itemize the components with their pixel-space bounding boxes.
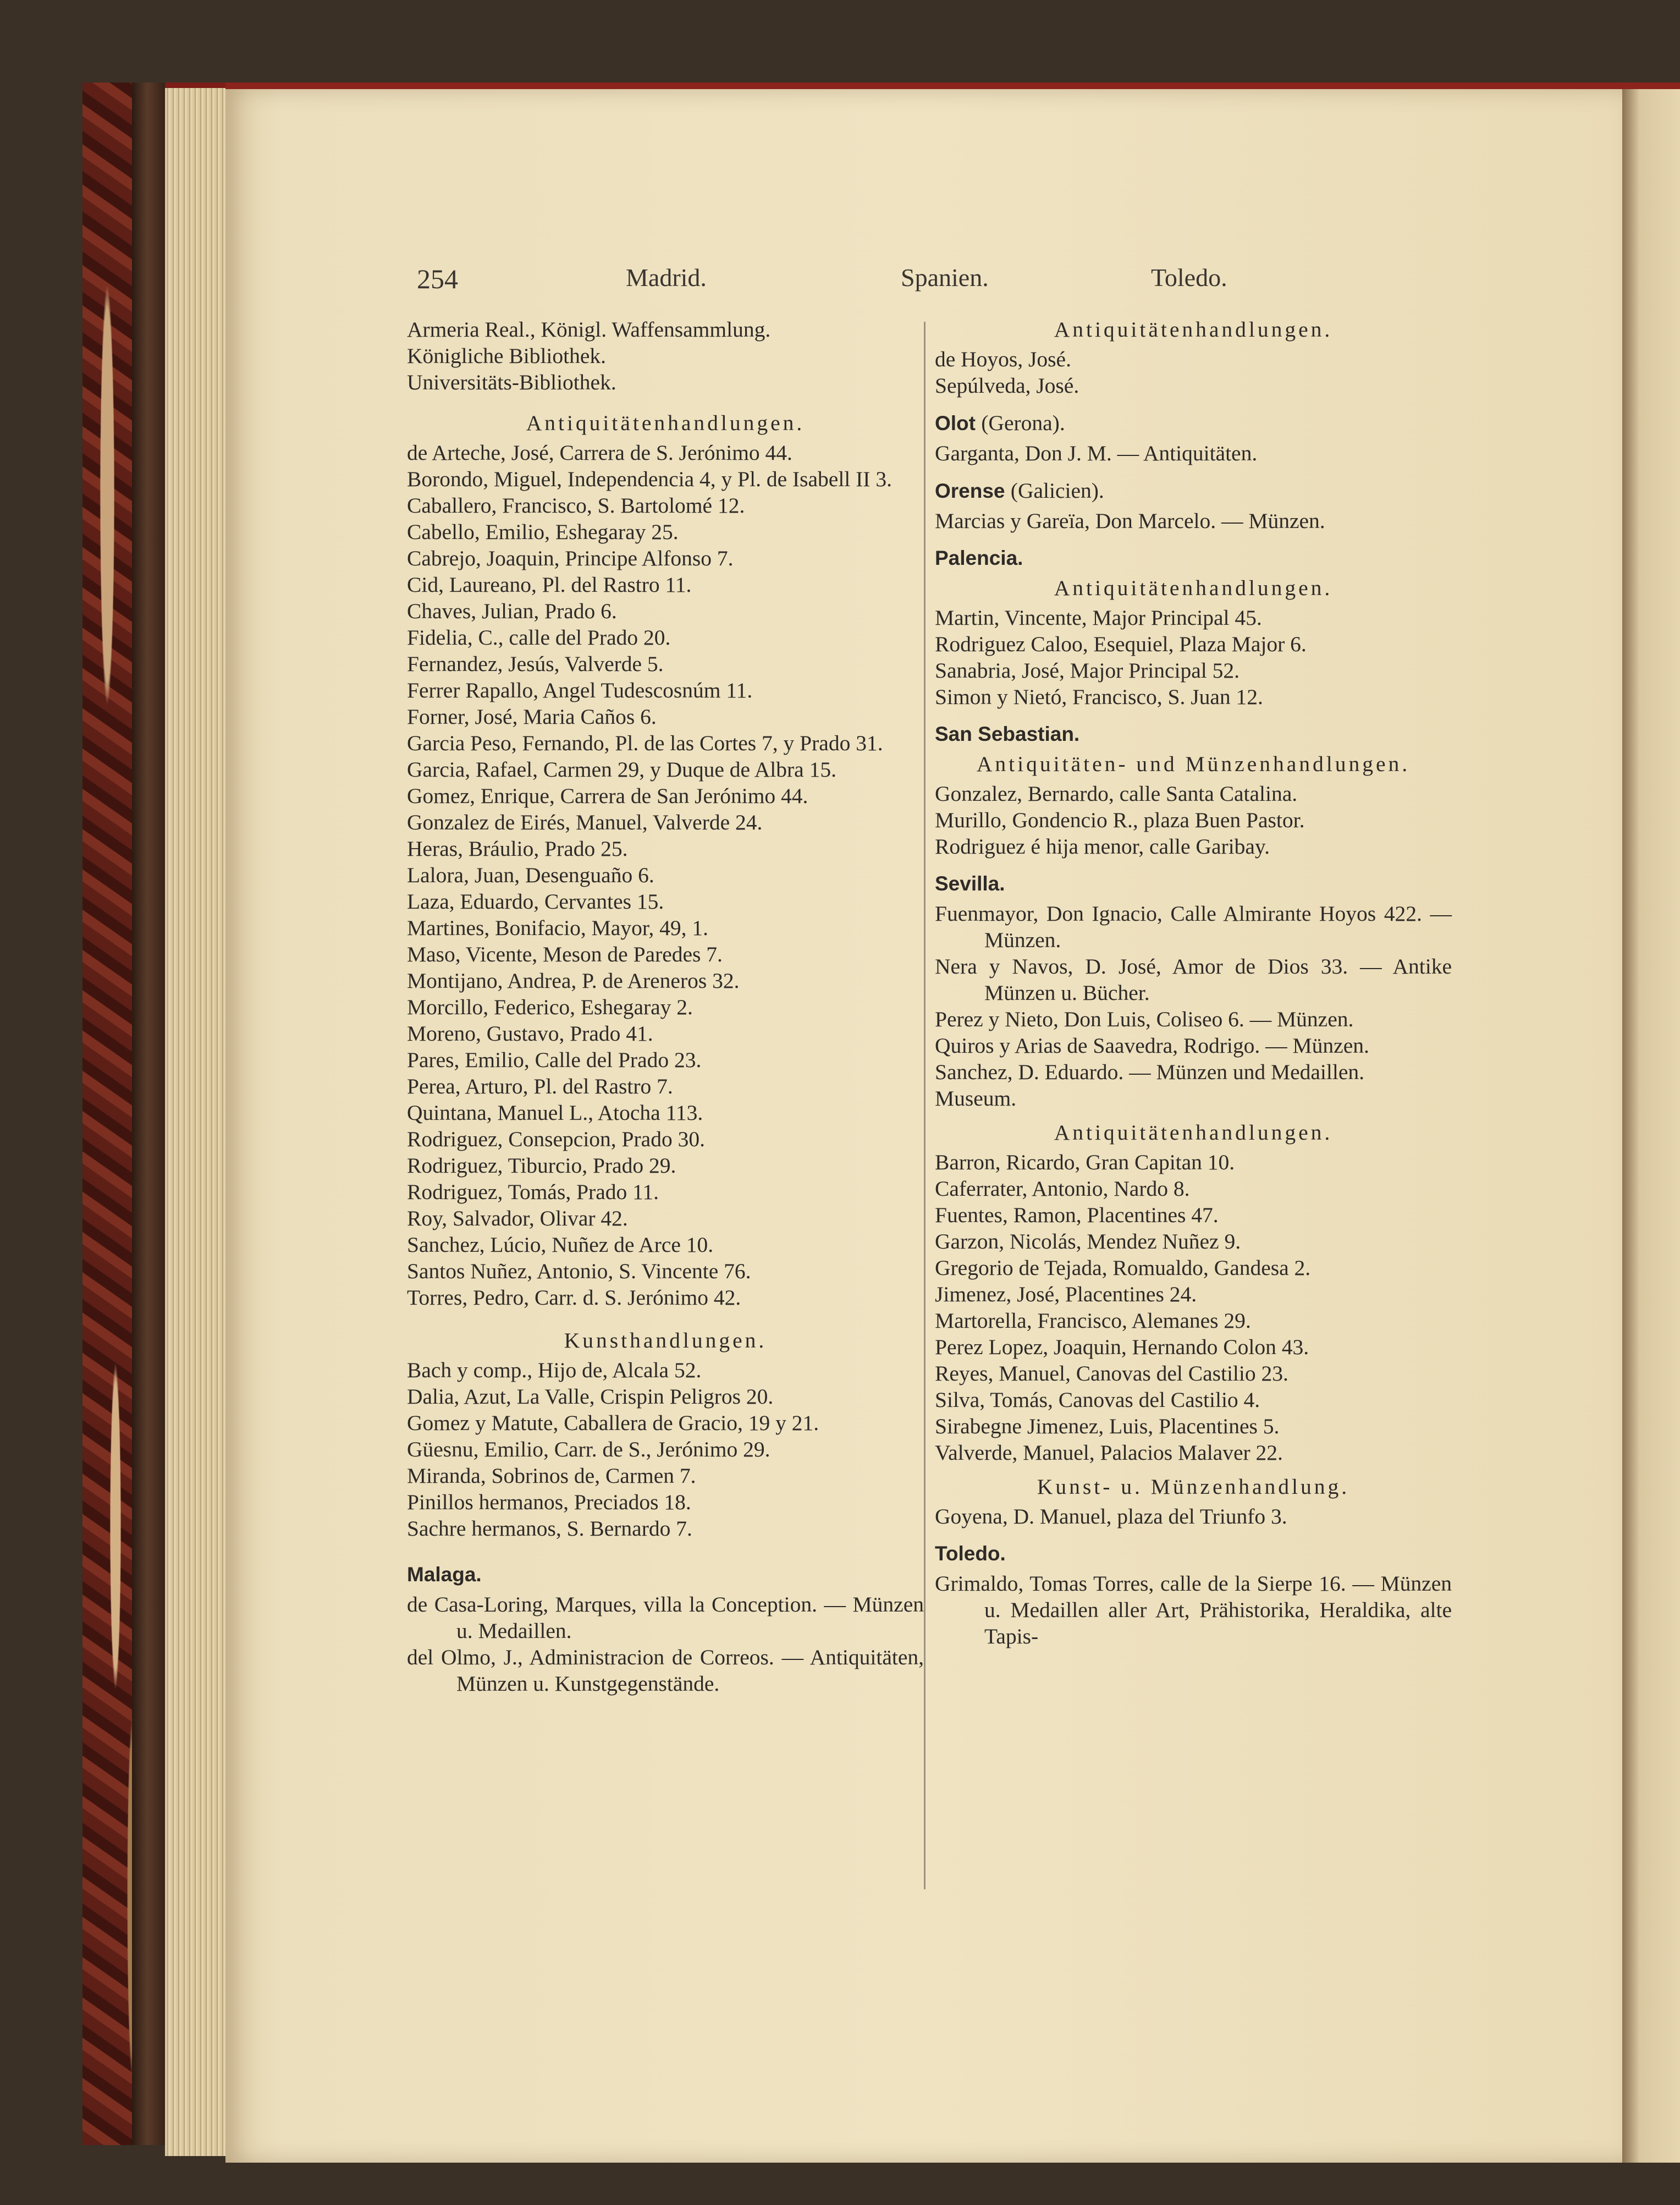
list-item: Rodriguez, Tiburcio, Prado 29. [407,1153,676,1178]
city-name: Orense [935,480,1005,502]
list-item: Perea, Arturo, Pl. del Rastro 7. [407,1074,673,1098]
city-heading-sevilla: Sevilla. [935,872,1005,895]
list-item: Martin, Vincente, Major Principal 45. [935,606,1262,630]
list-item: Fernandez, Jesús, Valverde 5. [407,652,664,676]
list-item: Lalora, Juan, Desenguaño 6. [407,863,654,887]
list-item: Reyes, Manuel, Canovas del Castilio 23. [935,1361,1288,1385]
intro-list [407,316,924,395]
list-item: Grimaldo, Tomas Torres, calle de la Sierpe 16. — Münzen u. Medaillen aller Art, Prähistorika, Heraldika, alte Tapis- [935,1571,1452,1648]
list-item: Perez y Nieto, Don Luis, Coliseo 6. — Münzen. [935,1007,1354,1031]
list-item: Barron, Ricardo, Gran Capitan 10. [935,1150,1235,1174]
list-item: de Hoyos, José. [935,347,1071,371]
list-item: Garcia, Rafael, Carmen 29, y Duque de Albra 15. [407,757,836,782]
list-item: Bach y comp., Hijo de, Alcala 52. [407,1358,702,1382]
list-item: Garcia Peso, Fernando, Pl. de las Cortes 7, y Prado 31. [407,731,883,755]
list-item: Sanchez, Lúcio, Nuñez de Arce 10. [407,1233,714,1257]
city-region: (Gerona). [981,411,1065,435]
list-item: Marcias y Gareïa, Don Marcelo. — Münzen. [935,509,1325,533]
list-item: Moreno, Gustavo, Prado 41. [407,1021,653,1046]
list-item: Gomez y Matute, Caballera de Gracio, 19 y 21. [407,1411,819,1435]
list-item: Dalia, Azut, La Valle, Crispin Peligros 20. [407,1384,774,1409]
list-item: Gonzalez de Eirés, Manuel, Valverde 24. [407,810,763,834]
list-item: Borondo, Miguel, Independencia 4, y Pl. de Isabell II 3. [407,467,892,491]
header-right: Toledo. [1151,263,1227,292]
list-item: Morcillo, Federico, Eshegaray 2. [407,995,693,1019]
list-item: Caballero, Francisco, S. Bartolomé 12. [407,493,745,518]
list-item: Jimenez, José, Placentines 24. [935,1282,1197,1306]
list-item: Maso, Vicente, Meson de Paredes 7. [407,942,723,966]
list-item: Gomez, Enrique, Carrera de San Jerónimo 44. [407,784,808,808]
list-item: Sanchez, D. Eduardo. — Münzen und Medaillen. [935,1060,1365,1084]
list-item: Heras, Bráulio, Prado 25. [407,837,628,861]
list-item: Valverde, Manuel, Palacios Malaver 22. [935,1440,1283,1465]
city-heading-olot [935,410,1452,437]
list-item: Fuenmayor, Don Ignacio, Calle Almirante Hoyos 422. — Münzen. [935,901,1452,952]
facing-page-edge [1622,83,1680,2163]
list-item: Laza, Eduardo, Cervantes 15. [407,889,664,914]
malaga-list [407,1591,924,1697]
list-item: Fidelia, C., calle del Prado 20. [407,625,671,650]
header-left: Madrid. [626,263,707,292]
list-item: Ferrer Rapallo, Angel Tudescosnúm 11. [407,678,753,702]
list-item: Caferrater, Antonio, Nardo 8. [935,1176,1190,1201]
list-item: Rodriguez é hija menor, calle Garibay. [935,834,1270,859]
list-item: Pares, Emilio, Calle del Prado 23. [407,1048,702,1072]
list-item: Rodriguez Caloo, Esequiel, Plaza Major 6. [935,632,1307,656]
list-item: Martorella, Francisco, Alemanes 29. [935,1308,1251,1333]
section-heading: Antiquitätenhandlungen. [1054,576,1333,600]
list-item: Garganta, Don J. M. — Antiquitäten. [935,441,1258,465]
list-item: Pinillos hermanos, Preciados 18. [407,1490,691,1514]
header-center: Spanien. [901,263,989,292]
section-heading: Antiquitätenhandlungen. [526,411,805,435]
city-heading-toledo: Toledo. [935,1542,1006,1565]
list-item: Sepúlveda, José. [935,373,1079,398]
list-item: Königliche Bibliothek. [407,344,607,368]
section-heading: Kunst- u. Münzenhandlung. [1037,1475,1350,1499]
list-item: Montijano, Andrea, P. de Areneros 32. [407,969,740,993]
list-item: Nera y Navos, D. José, Amor de Dios 33. — Antike Münzen u. Bücher. [935,954,1452,1005]
antiquitaeten-list [407,439,924,1311]
list-item: de Casa-Loring, Marques, villa la Conception. — Münzen u. Medaillen. [407,1592,924,1643]
list-item: Sirabegne Jimenez, Luis, Placentines 5. [935,1414,1280,1438]
list-item: Gonzalez, Bernardo, calle Santa Catalina. [935,782,1298,806]
list-item: Garzon, Nicolás, Mendez Nuñez 9. [935,1229,1241,1253]
list-item: Gregorio de Tejada, Romualdo, Gandesa 2. [935,1256,1311,1280]
san-sebastian-list [935,780,1452,860]
list-item: Murillo, Gondencio R., plaza Buen Pastor. [935,808,1305,832]
list-item: Sachre hermanos, S. Bernardo 7. [407,1516,692,1541]
list-item: Rodriguez, Consepcion, Prado 30. [407,1127,705,1151]
list-item: Santos Nuñez, Antonio, S. Vincente 76. [407,1259,751,1283]
page-number: 254 [417,263,458,294]
list-item: Quiros y Arias de Saavedra, Rodrigo. — Münzen. [935,1033,1369,1058]
list-item: Rodriguez, Tomás, Prado 11. [407,1180,659,1204]
list-item: Cid, Laureano, Pl. del Rastro 11. [407,573,692,597]
city-heading-orense [935,477,1452,504]
list-item: Silva, Tomás, Canovas del Castilio 4. [935,1388,1260,1412]
list-item: de Arteche, José, Carrera de S. Jerónimo 44. [407,441,792,465]
section-heading: Antiquitätenhandlungen. [1054,317,1333,342]
list-item: Sanabria, José, Major Principal 52. [935,658,1240,683]
sevilla-list [935,900,1452,1112]
list-item: Armeria Real., Königl. Waffensammlung. [407,317,771,342]
list-item: Universitäts-Bibliothek. [407,370,616,394]
kunst-list [407,1357,924,1542]
city-region: (Galicien). [1010,479,1104,503]
list-item: Simon y Nietó, Francisco, S. Juan 12. [935,685,1263,709]
list-item: Museum. [935,1086,1017,1110]
list-item: Cabrejo, Joaquin, Principe Alfonso 7. [407,546,734,570]
list-item: Cabello, Emilio, Eshegaray 25. [407,520,679,544]
list-item: Fuentes, Ramon, Placentines 47. [935,1203,1219,1227]
list-item: Güesnu, Emilio, Carr. de S., Jerónimo 29. [407,1437,770,1461]
city-name: Olot [935,412,976,435]
city-heading-malaga: Malaga. [407,1563,482,1586]
list-item: Perez Lopez, Joaquin, Hernando Colon 43. [935,1335,1309,1359]
left-column [407,316,924,1697]
list-item: Chaves, Julian, Prado 6. [407,599,617,623]
list-item: Roy, Salvador, Olivar 42. [407,1206,628,1230]
section-heading: Antiquitätenhandlungen. [1054,1120,1333,1145]
list-item: Quintana, Manuel L., Atocha 113. [407,1101,703,1125]
list-item: Torres, Pedro, Carr. d. S. Jerónimo 42. [407,1285,741,1310]
right-column [935,316,1452,1649]
city-heading-san-sebastian: San Sebastian. [935,723,1080,745]
city-heading-palencia: Palencia. [935,547,1023,569]
list-item: Miranda, Sobrinos de, Carmen 7. [407,1464,696,1488]
palencia-list [935,604,1452,710]
section-heading: Antiquitäten- und Münzenhandlungen. [976,752,1411,776]
antiquitaeten-list [935,346,1452,399]
list-item: del Olmo, J., Administracion de Correos. — Antiquitäten, Münzen u. Kunstgegenstände. [407,1645,924,1696]
list-item: Forner, José, Maria Caños 6. [407,705,657,729]
running-header [417,263,1253,296]
section-heading: Kunsthandlungen. [564,1328,767,1352]
page-edges [165,83,231,2156]
list-item: Martines, Bonifacio, Mayor, 49, 1. [407,916,709,940]
sevilla-antiq-list [935,1149,1452,1466]
list-item: Goyena, D. Manuel, plaza del Triunfo 3. [935,1504,1287,1528]
column-divider [924,322,926,1889]
